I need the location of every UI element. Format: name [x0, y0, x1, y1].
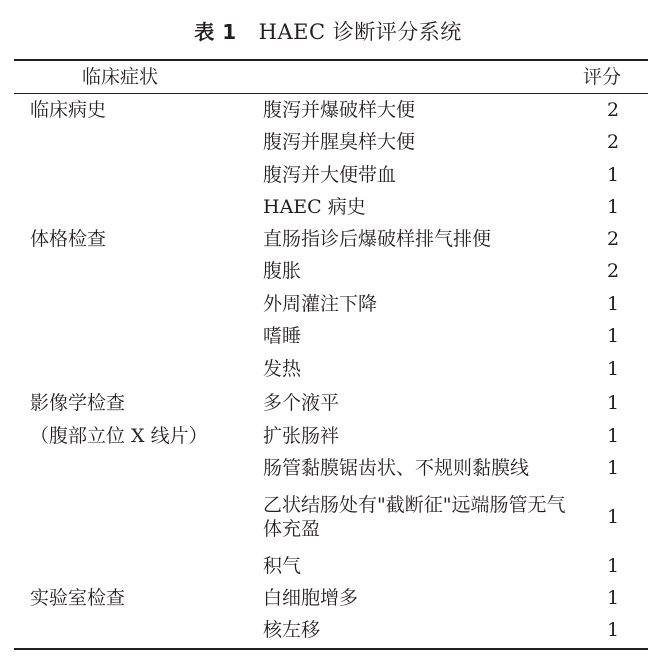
symptom-cell: 腹泻并大便带血 — [263, 163, 397, 186]
score-cell: 1 — [606, 325, 620, 347]
symptom-cell: 腹泻并爆破样大便 — [263, 99, 416, 121]
category-cell — [14, 484, 263, 550]
score-cell: 1 — [606, 196, 620, 218]
category-cell — [14, 255, 263, 287]
category-cell: （腹部立位 X 线片） — [30, 425, 208, 447]
symptom-cell: 核左移 — [263, 619, 321, 641]
score-cell: 1 — [606, 358, 620, 380]
score-cell: 1 — [606, 506, 620, 528]
table-number: 表 1 — [194, 20, 237, 44]
table-row — [14, 158, 648, 191]
category-cell — [14, 287, 263, 320]
category-cell: 临床病史 — [30, 99, 107, 121]
header-symptom: 临床症状 — [82, 66, 159, 88]
table-row — [14, 255, 648, 287]
bottom-rule — [14, 648, 648, 650]
score-cell: 2 — [606, 99, 620, 121]
category-cell — [14, 158, 263, 191]
table-row — [14, 223, 648, 255]
symptom-cell: 多个液平 — [263, 392, 340, 414]
category-cell — [14, 452, 263, 484]
category-cell — [14, 126, 263, 158]
score-cell: 2 — [606, 260, 620, 282]
category-cell — [14, 352, 263, 386]
category-cell — [14, 191, 263, 223]
symptom-cell: 腹泻并腥臭样大便 — [263, 131, 416, 153]
table-row — [14, 550, 648, 582]
table-row — [14, 484, 648, 550]
category-cell — [14, 320, 263, 352]
symptom-cell: 嗜睡 — [263, 325, 302, 347]
table-row — [14, 94, 648, 126]
table-row — [14, 191, 648, 223]
score-cell: 2 — [606, 131, 620, 153]
category-cell: 体格检查 — [30, 228, 107, 250]
score-cell: 1 — [606, 619, 620, 641]
table-row — [14, 126, 648, 158]
score-cell: 2 — [606, 228, 620, 250]
symptom-cell: 直肠指诊后爆破样排气排便 — [263, 228, 492, 250]
symptom-cell: HAEC 病史 — [263, 196, 366, 218]
category-cell — [14, 550, 263, 582]
score-cell: 1 — [606, 457, 620, 479]
table-row — [14, 582, 648, 614]
score-cell: 1 — [606, 392, 620, 414]
table-row — [14, 352, 648, 386]
symptom-cell: 发热 — [263, 358, 302, 380]
score-table — [14, 94, 648, 646]
symptom-cell: 扩张肠袢 — [263, 425, 340, 447]
table-row — [14, 614, 648, 646]
symptom-cell: 积气 — [263, 555, 302, 577]
table-row — [14, 452, 648, 484]
table-row — [14, 287, 648, 320]
table-caption — [0, 14, 656, 50]
category-cell: 影像学检查 — [30, 392, 126, 414]
score-cell: 1 — [606, 555, 620, 577]
symptom-cell: 白细胞增多 — [263, 587, 359, 609]
symptom-cell: 外周灌注下降 — [263, 292, 378, 315]
header-score: 评分 — [583, 66, 622, 88]
score-cell: 1 — [606, 587, 620, 609]
table-title: HAEC 诊断评分系统 — [258, 20, 462, 44]
table-row — [14, 420, 648, 452]
score-cell: 1 — [606, 425, 620, 447]
symptom-cell: 乙状结肠处有"截断征"远端肠管无气体充盈 — [263, 494, 566, 540]
score-cell: 1 — [606, 163, 620, 186]
category-cell: 实验室检查 — [30, 587, 126, 609]
table-row — [14, 386, 648, 420]
symptom-cell: 肠管黏膜锯齿状、不规则黏膜线 — [263, 457, 530, 479]
table-row — [14, 320, 648, 352]
score-cell: 1 — [606, 292, 620, 315]
symptom-cell: 腹胀 — [263, 260, 302, 282]
category-cell — [14, 614, 263, 646]
